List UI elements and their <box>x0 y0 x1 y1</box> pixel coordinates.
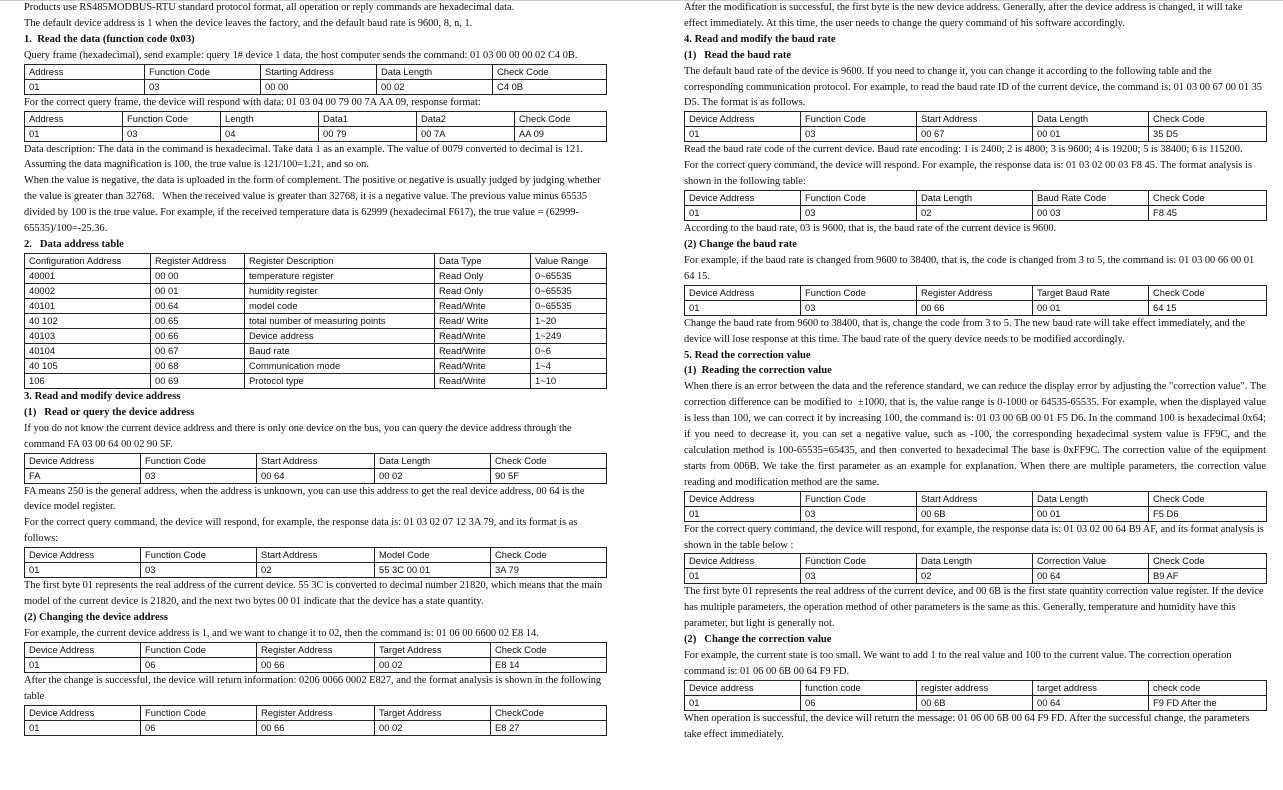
table-cell: 03 <box>801 127 917 142</box>
table-cell: Read/Write <box>435 373 531 388</box>
header-cell: Function Code <box>141 548 257 563</box>
paragraph: When operation is successful, the device will return the message: 01 06 00 6B 00 64 F9 FD. After the successful change, the parameters take effect immediately. <box>684 712 1250 740</box>
left-column <box>24 0 606 736</box>
table-address-map <box>24 253 606 389</box>
header-cell: Device Address <box>685 554 801 569</box>
subsection-heading: (2) Change the baud rate <box>684 238 797 250</box>
data-table <box>684 111 1267 142</box>
header-cell: Start Address <box>257 548 375 563</box>
table-read-command <box>24 64 606 95</box>
table-cell: 0~65535 <box>531 283 607 298</box>
paragraph: For example, if the baud rate is changed from 9600 to 38400, that is, the code is changed from 3 to 5, the command is: 01 03 00 66 00 01 64 15. <box>684 254 1255 282</box>
table-cell: 02 <box>917 569 1033 584</box>
table-cell: Read Only <box>435 283 531 298</box>
table-cell: 00 67 <box>917 127 1033 142</box>
header-cell: Target Baud Rate <box>1033 285 1149 300</box>
table-cell: 1~4 <box>531 358 607 373</box>
table-cell: 40103 <box>25 328 151 343</box>
table-cell: 00 68 <box>151 358 245 373</box>
table-header-row <box>25 705 607 720</box>
data-table <box>24 253 607 389</box>
header-cell: Check Code <box>1149 285 1267 300</box>
table-cell: 00 64 <box>151 298 245 313</box>
paragraph: For the correct query command, the device will respond, for example, the response data is: 01 03 02 07 12 3A 79, and its format is as follows: <box>24 517 578 545</box>
table-cell: 00 64 <box>257 468 375 483</box>
header-cell: Device Address <box>685 191 801 206</box>
data-table <box>24 453 607 484</box>
data-table <box>24 642 607 673</box>
table-cell: 01 <box>685 127 801 142</box>
table-cell: 00 7A <box>417 126 515 141</box>
table-header-row <box>685 554 1267 569</box>
table-cell: 03 <box>801 506 917 521</box>
header-cell: Device address <box>685 680 801 695</box>
header-cell: Data Type <box>435 253 531 268</box>
table-cell: 01 <box>25 126 123 141</box>
table-cell: 01 <box>25 720 141 735</box>
table-cell: Read/ Write <box>435 313 531 328</box>
table-cell: 03 <box>801 300 917 315</box>
data-table <box>24 705 607 736</box>
paragraph: When there is an error between the data and the reference standard, we can reduce the display error by adjusting the "correction value". The correction difference can be modified to ±1000, that is, the value range is 0-1000 or 64535-65535. For example, when the displayed value is less than 100, we can correct it by increasing 100, the command is: 01 03 00 6B 00 01 F5 D6. In the command 100 is hexadecimal 0x64; if you need to decrease it, you can set a negative value, such as -100, the corresponding hexadecimal system value is FF9C, and the calculation method is 100-65535=65435, and then converted to hexadecimal The base is 0xFF9C. The correction value of the equipment starts from 006B. We take the first parameter as an example for explanation. When there are multiple parameters, the correction value reading and modification method are the same. <box>684 381 1266 488</box>
table-cell: 02 <box>917 206 1033 221</box>
table-row <box>685 695 1267 710</box>
table-cell: 90 5F <box>491 468 607 483</box>
table-cell: 00 02 <box>375 468 491 483</box>
header-cell: Data Length <box>375 453 491 468</box>
table-cell: 03 <box>801 206 917 221</box>
subsection-heading: (1) Read the baud rate <box>684 49 792 61</box>
paragraph: The first byte 01 represents the real address of the current device, and 00 6B is the first state quantity correction value register. If the device has multiple parameters, the operation method of other parameters is the same as this. Generally, temperature and humidity have this parameter, but light is generally not. <box>684 586 1264 630</box>
header-cell: Start Address <box>917 112 1033 127</box>
table-row <box>685 127 1267 142</box>
header-cell: Function Code <box>141 453 257 468</box>
table-cell: 00 03 <box>1033 206 1149 221</box>
table-row <box>25 343 607 358</box>
section-heading: 4. Read and modify the baud rate <box>684 33 836 45</box>
paragraph: For the correct query frame, the device will respond with data: 01 03 04 00 79 00 7A AA 09, response format: <box>24 96 481 108</box>
table-header-row <box>685 491 1267 506</box>
paragraph: After the change is successful, the device will return information: 0206 0066 0002 E827, and the format analysis is shown in the following table <box>24 674 602 702</box>
table-header-row <box>25 111 607 126</box>
table-query-response <box>24 547 606 578</box>
table-cell: 03 <box>141 468 257 483</box>
table-row <box>685 206 1267 221</box>
table-cell: Read/Write <box>435 358 531 373</box>
table-cell: total number of measuring points <box>245 313 435 328</box>
table-row <box>25 298 607 313</box>
table-cell: 06 <box>141 720 257 735</box>
table-cell: 3A 79 <box>491 563 607 578</box>
header-cell: Data Length <box>1033 112 1149 127</box>
table-cell: Read/Write <box>435 298 531 313</box>
table-read-baud <box>684 111 1266 142</box>
table-row <box>685 569 1267 584</box>
header-cell: Data Length <box>917 554 1033 569</box>
table-cell: 00 02 <box>377 79 493 94</box>
header-cell: Function Code <box>801 554 917 569</box>
section-heading: 1. Read the data (function code 0x03) <box>24 33 195 45</box>
table-header-row <box>25 548 607 563</box>
header-cell: Check Code <box>493 64 607 79</box>
table-row <box>25 328 607 343</box>
table-cell: 00 79 <box>319 126 417 141</box>
table-cell: B9 AF <box>1149 569 1267 584</box>
table-change-address <box>24 642 606 673</box>
table-cell: 35 D5 <box>1149 127 1267 142</box>
header-cell: Register Address <box>917 285 1033 300</box>
header-cell: Check Code <box>515 111 607 126</box>
table-cell: 01 <box>685 206 801 221</box>
table-cell: 40 102 <box>25 313 151 328</box>
table-cell: 03 <box>123 126 221 141</box>
table-row <box>25 283 607 298</box>
table-cell: AA 09 <box>515 126 607 141</box>
paragraph: When the value is negative, the data is uploaded in the form of complement. The positive or negative is usually judged by judging whether the value is greater than 32768. When the received value is greater than 32768, it is a negative value. The previous value minus 65535 divided by 100 is the true value. For example, if the received temperature data is 62999 (hexadecimal F617), the true value = (62999-65535)/100=-25.36. <box>24 175 601 235</box>
table-cell: 1~249 <box>531 328 607 343</box>
header-cell: Register Address <box>257 705 375 720</box>
table-header-row <box>25 453 607 468</box>
table-cell: 01 <box>25 563 141 578</box>
table-cell: 00 66 <box>257 657 375 672</box>
table-cell: 00 00 <box>151 268 245 283</box>
header-cell: Function Code <box>801 112 917 127</box>
table-change-correction <box>684 680 1266 711</box>
subsection-heading: (2) Changing the device address <box>24 611 169 623</box>
table-change-response <box>24 705 606 736</box>
table-cell: 01 <box>685 506 801 521</box>
subsection-heading: (1) Read or query the device address <box>24 406 195 418</box>
table-cell: Read/Write <box>435 343 531 358</box>
table-header-row <box>685 680 1267 695</box>
table-cell: 00 66 <box>917 300 1033 315</box>
table-cell: Read/Write <box>435 328 531 343</box>
header-cell: Start Address <box>917 491 1033 506</box>
table-cell: 00 01 <box>1033 300 1149 315</box>
header-cell: Target Address <box>375 642 491 657</box>
header-cell: Function Code <box>801 491 917 506</box>
table-header-row <box>25 253 607 268</box>
header-cell: Function Code <box>801 285 917 300</box>
data-table <box>684 190 1267 221</box>
data-table <box>684 553 1267 584</box>
table-cell: F9 FD After the <box>1149 695 1267 710</box>
table-cell: 00 64 <box>1033 569 1149 584</box>
header-cell: Function Code <box>123 111 221 126</box>
table-row <box>685 506 1267 521</box>
table-row <box>685 300 1267 315</box>
table-cell: 00 6B <box>917 695 1033 710</box>
table-cell: C4 0B <box>493 79 607 94</box>
table-header-row <box>685 112 1267 127</box>
table-cell: 01 <box>685 569 801 584</box>
header-cell: Data2 <box>417 111 515 126</box>
header-cell: Device Address <box>685 491 801 506</box>
header-cell: Target Address <box>375 705 491 720</box>
header-cell: Address <box>25 111 123 126</box>
section-heading: 5. Read the correction value <box>684 349 811 361</box>
table-cell: Protocol type <box>245 373 435 388</box>
table-cell: 40001 <box>25 268 151 283</box>
paragraph: After the modification is successful, the first byte is the new device address. Generally, after the device address is changed, it will take effect immediately. At this time, the user needs to change the query command of his software accordingly. <box>684 2 1243 29</box>
table-cell: 00 69 <box>151 373 245 388</box>
table-cell: 00 66 <box>257 720 375 735</box>
table-cell: F5 D6 <box>1149 506 1267 521</box>
intro-line: The default device address is 1 when the device leaves the factory, and the default baud rate is 9600, 8, n, 1. <box>24 17 473 29</box>
paragraph: For the correct query command, the device will respond, for example, the response data is: 01 03 02 00 64 B9 AF, and its format analysis is shown in the table below : <box>684 523 1264 551</box>
table-cell: 01 <box>25 657 141 672</box>
table-cell: 01 <box>685 695 801 710</box>
table-cell: 00 02 <box>375 720 491 735</box>
table-row <box>25 268 607 283</box>
table-cell: 03 <box>145 79 261 94</box>
table-header-row <box>685 191 1267 206</box>
table-cell: 0~65535 <box>531 298 607 313</box>
header-cell: Data Length <box>917 191 1033 206</box>
table-cell: Read Only <box>435 268 531 283</box>
table-cell: 0~65535 <box>531 268 607 283</box>
section-heading: 3. Read and modify device address <box>24 390 181 402</box>
table-cell: 01 <box>25 79 145 94</box>
table-cell: 00 02 <box>375 657 491 672</box>
header-cell: Check Code <box>1149 554 1267 569</box>
table-cell: 04 <box>221 126 319 141</box>
header-cell: Data Length <box>1033 491 1149 506</box>
paragraph: For example, the current state is too small. We want to add 1 to the real value and 100 to the current value. The correction operation command is: 01 06 00 6B 00 64 F9 FD. <box>684 650 1232 677</box>
header-cell: Function Code <box>141 705 257 720</box>
table-query-address <box>24 453 606 484</box>
table-cell: 06 <box>141 657 257 672</box>
table-cell: 64 15 <box>1149 300 1267 315</box>
table-row <box>25 563 607 578</box>
data-table <box>24 64 607 95</box>
table-cell: humidity register <box>245 283 435 298</box>
table-cell: Device address <box>245 328 435 343</box>
table-baud-response <box>684 190 1266 221</box>
paragraph: Change the baud rate from 9600 to 38400, that is, change the code from 3 to 5. The new baud rate will take effect immediately, and the device will lose response at this time. The baud rate of the query device needs to be modified accordingly. <box>684 317 1246 345</box>
table-cell: E8 14 <box>491 657 607 672</box>
table-row <box>25 79 607 94</box>
table-cell: 00 67 <box>151 343 245 358</box>
table-cell: 00 01 <box>151 283 245 298</box>
table-cell: F8 45 <box>1149 206 1267 221</box>
header-cell: Register Address <box>257 642 375 657</box>
table-cell: 40101 <box>25 298 151 313</box>
table-cell: 03 <box>801 569 917 584</box>
data-table <box>24 547 607 578</box>
paragraph: According to the baud rate, 03 is 9600, that is, the baud rate of the current device is 9600. <box>684 223 1057 235</box>
table-row <box>25 358 607 373</box>
table-cell: 03 <box>141 563 257 578</box>
header-cell: Device Address <box>685 112 801 127</box>
table-cell: 02 <box>257 563 375 578</box>
header-cell: Device Address <box>25 705 141 720</box>
table-row <box>25 468 607 483</box>
table-header-row <box>685 285 1267 300</box>
table-header-row <box>25 642 607 657</box>
header-cell: CheckCode <box>491 705 607 720</box>
header-cell: Starting Address <box>261 64 377 79</box>
paragraph: For the correct query command, the device will respond. For example, the response data is: 01 03 02 00 03 F8 45. The format analysis is shown in the following table: <box>684 160 1252 188</box>
header-cell: Device Address <box>25 642 141 657</box>
right-column <box>684 0 1266 743</box>
header-cell: Check Code <box>491 642 607 657</box>
header-cell: Register Description <box>245 253 435 268</box>
header-cell: register address <box>917 680 1033 695</box>
table-cell: 00 01 <box>1033 127 1149 142</box>
table-read-response <box>24 111 606 142</box>
header-cell: Check Code <box>1149 112 1267 127</box>
table-cell: 01 <box>685 300 801 315</box>
paragraph: The default baud rate of the device is 9600. If you need to change it, you can change it according to the following table and the corresponding communication protocol. For example, to read the baud rate ID of the current device, the command is: 01 03 00 67 00 01 35 D5. The format is as follows. <box>684 65 1262 109</box>
header-cell: Data1 <box>319 111 417 126</box>
paragraph: For example, the current device address is 1, and we want to change it to 02, then the command is: 01 06 00 6600 02 E8 14. <box>24 627 539 639</box>
header-cell: Register Address <box>151 253 245 268</box>
paragraph: Data description: The data in the command is hexadecimal. Take data 1 as an example. The value of 0079 converted to decimal is 121. Assuming the data magnification is 100, the true value is 121/100=1.21, and so on. <box>24 143 584 171</box>
paragraph: If you do not know the current device address and there is only one device on the bus, you can query the device address through the command FA 03 00 64 00 02 90 5F. <box>24 422 572 450</box>
table-row <box>25 126 607 141</box>
header-cell: Address <box>25 64 145 79</box>
table-change-baud <box>684 285 1266 316</box>
header-cell: Device Address <box>685 285 801 300</box>
header-cell: Function Code <box>145 64 261 79</box>
table-cell: 40104 <box>25 343 151 358</box>
table-cell: 1~10 <box>531 373 607 388</box>
header-cell: target address <box>1033 680 1149 695</box>
table-cell: 1~20 <box>531 313 607 328</box>
table-read-correction <box>684 491 1266 522</box>
header-cell: Check Code <box>491 453 607 468</box>
table-cell: model code <box>245 298 435 313</box>
subsection-heading: (2) Change the correction value <box>684 634 832 646</box>
header-cell: check code <box>1149 680 1267 695</box>
paragraph: Read the baud rate code of the current device. Baud rate encoding: 1 is 2400; 2 is 4800; 3 is 9600; 4 is 19200; 5 is 38400; 6 is 115200. <box>684 144 1243 156</box>
header-cell: Configuration Address <box>25 253 151 268</box>
table-cell: 00 64 <box>1033 695 1149 710</box>
header-cell: Device Address <box>25 548 141 563</box>
table-cell: FA <box>25 468 141 483</box>
table-row <box>25 657 607 672</box>
table-cell: 06 <box>801 695 917 710</box>
table-row <box>25 313 607 328</box>
table-header-row <box>25 64 607 79</box>
header-cell: Check Code <box>1149 191 1267 206</box>
header-cell: Length <box>221 111 319 126</box>
data-table <box>684 491 1267 522</box>
table-cell: 00 66 <box>151 328 245 343</box>
header-cell: Check Code <box>491 548 607 563</box>
table-cell: 40 105 <box>25 358 151 373</box>
header-cell: Correction Value <box>1033 554 1149 569</box>
paragraph: FA means 250 is the general address, when the address is unknown, you can use this address to get the real device address, 00 64 is the device model register. <box>24 485 585 513</box>
table-cell: 00 00 <box>261 79 377 94</box>
table-cell: Baud rate <box>245 343 435 358</box>
data-table <box>684 680 1267 711</box>
intro-line: Products use RS485MODBUS-RTU standard protocol format, all operation or reply commands are hexadecimal data. <box>24 2 515 13</box>
data-table <box>684 285 1267 316</box>
table-cell: 00 6B <box>917 506 1033 521</box>
table-row <box>25 373 607 388</box>
data-table <box>24 111 607 142</box>
header-cell: Data Length <box>377 64 493 79</box>
table-cell: 00 01 <box>1033 506 1149 521</box>
header-cell: function code <box>801 680 917 695</box>
header-cell: Device Address <box>25 453 141 468</box>
subsection-heading: (1) Reading the correction value <box>684 365 832 377</box>
header-cell: Model Code <box>375 548 491 563</box>
section-heading: 2. Data address table <box>24 238 124 250</box>
header-cell: Function Code <box>801 191 917 206</box>
table-cell: 40002 <box>25 283 151 298</box>
paragraph: The first byte 01 represents the real address of the current device. 55 3C is converted to decimal number 21820, which means that the main model of the current device is 21820, and the next two bytes 00 01 indicate that the device has a state quantity. <box>24 580 603 608</box>
table-cell: 0~6 <box>531 343 607 358</box>
table-cell: 106 <box>25 373 151 388</box>
header-cell: Start Address <box>257 453 375 468</box>
header-cell: Value Range <box>531 253 607 268</box>
table-cell: 00 65 <box>151 313 245 328</box>
header-cell: Baud Rate Code <box>1033 191 1149 206</box>
table-cell: E8 27 <box>491 720 607 735</box>
table-cell: 55 3C 00 01 <box>375 563 491 578</box>
table-cell: temperature register <box>245 268 435 283</box>
header-cell: Check Code <box>1149 491 1267 506</box>
table-correction-response <box>684 553 1266 584</box>
table-cell: Communication mode <box>245 358 435 373</box>
table-row <box>25 720 607 735</box>
header-cell: Function Code <box>141 642 257 657</box>
paragraph: Query frame (hexadecimal), send example: query 1# device 1 data, the host computer sends the command: 01 03 00 00 00 02 C4 0B. <box>24 49 578 61</box>
